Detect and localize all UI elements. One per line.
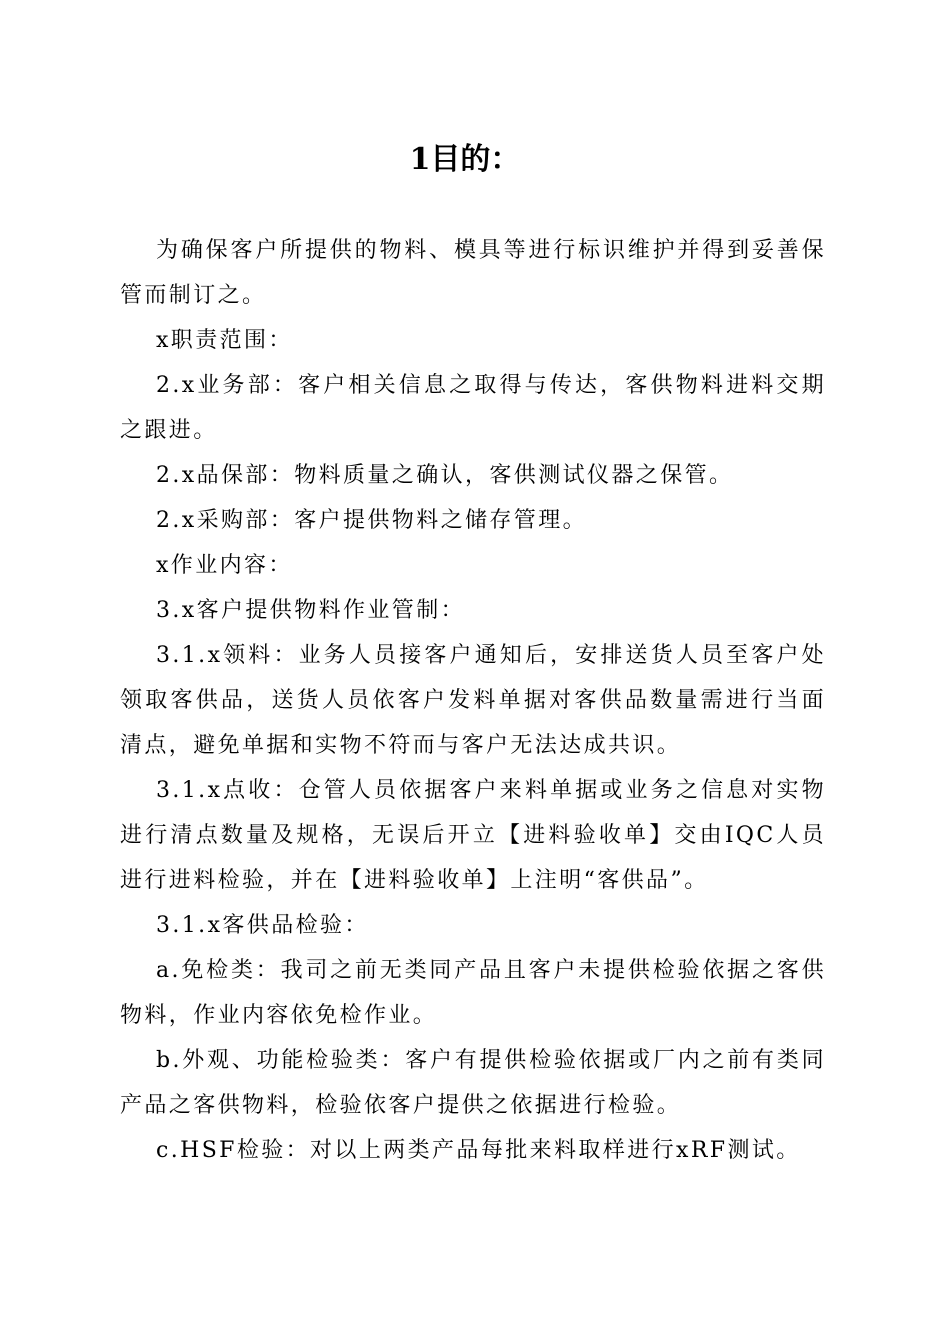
paragraph-purpose: 为确保客户所提供的物料、模具等进行标识维护并得到妥善保管而制订之。 [120,238,826,308]
section-title: 1目的： [409,142,521,177]
paragraph-qa-dept: 2.x品保部：物料质量之确认，客供测试仪器之保管。 [156,463,734,488]
paragraph-material-pickup: 3.1.x领料：业务人员接客户通知后，安排送货人员至客户处领取客供品，送货人员依客户发料单据对客供品数量需进行当面清点，避免单据和实物不符而与客户无法达成共识。 [120,643,826,758]
paragraph-responsibility-heading: x职责范围： [156,328,293,353]
paragraph-material-control: 3.x客户提供物料作业管制： [156,598,465,623]
paragraph-inspection-heading: 3.1.x客供品检验： [156,913,369,938]
paragraph-receiving: 3.1.x点收：仓管人员依据客户来料单据或业务之信息对实物进行清点数量及规格，无误后开立【进料验收单】交由IQC人员进行进料检验，并在【进料验收单】上注明“客供品”。 [120,778,826,893]
paragraph-purchasing-dept: 2.x采购部：客户提供物料之储存管理。 [156,508,587,533]
document-body [120,228,826,1173]
paragraph-work-content-heading: x作业内容： [156,553,293,578]
paragraph-inspection-exempt: a.免检类：我司之前无类同产品且客户未提供检验依据之客供物料，作业内容依免检作业。 [120,958,826,1028]
paragraph-sales-dept: 2.x业务部：客户相关信息之取得与传达，客供物料进料交期之跟进。 [120,373,826,443]
paragraph-inspection-hsf: c.HSF检验：对以上两类产品每批来料取样进行xRF测试。 [156,1138,801,1163]
paragraph-inspection-appearance: b.外观、功能检验类：客户有提供检验依据或厂内之前有类同产品之客供物料，检验依客户提供之依据进行检验。 [120,1048,826,1118]
